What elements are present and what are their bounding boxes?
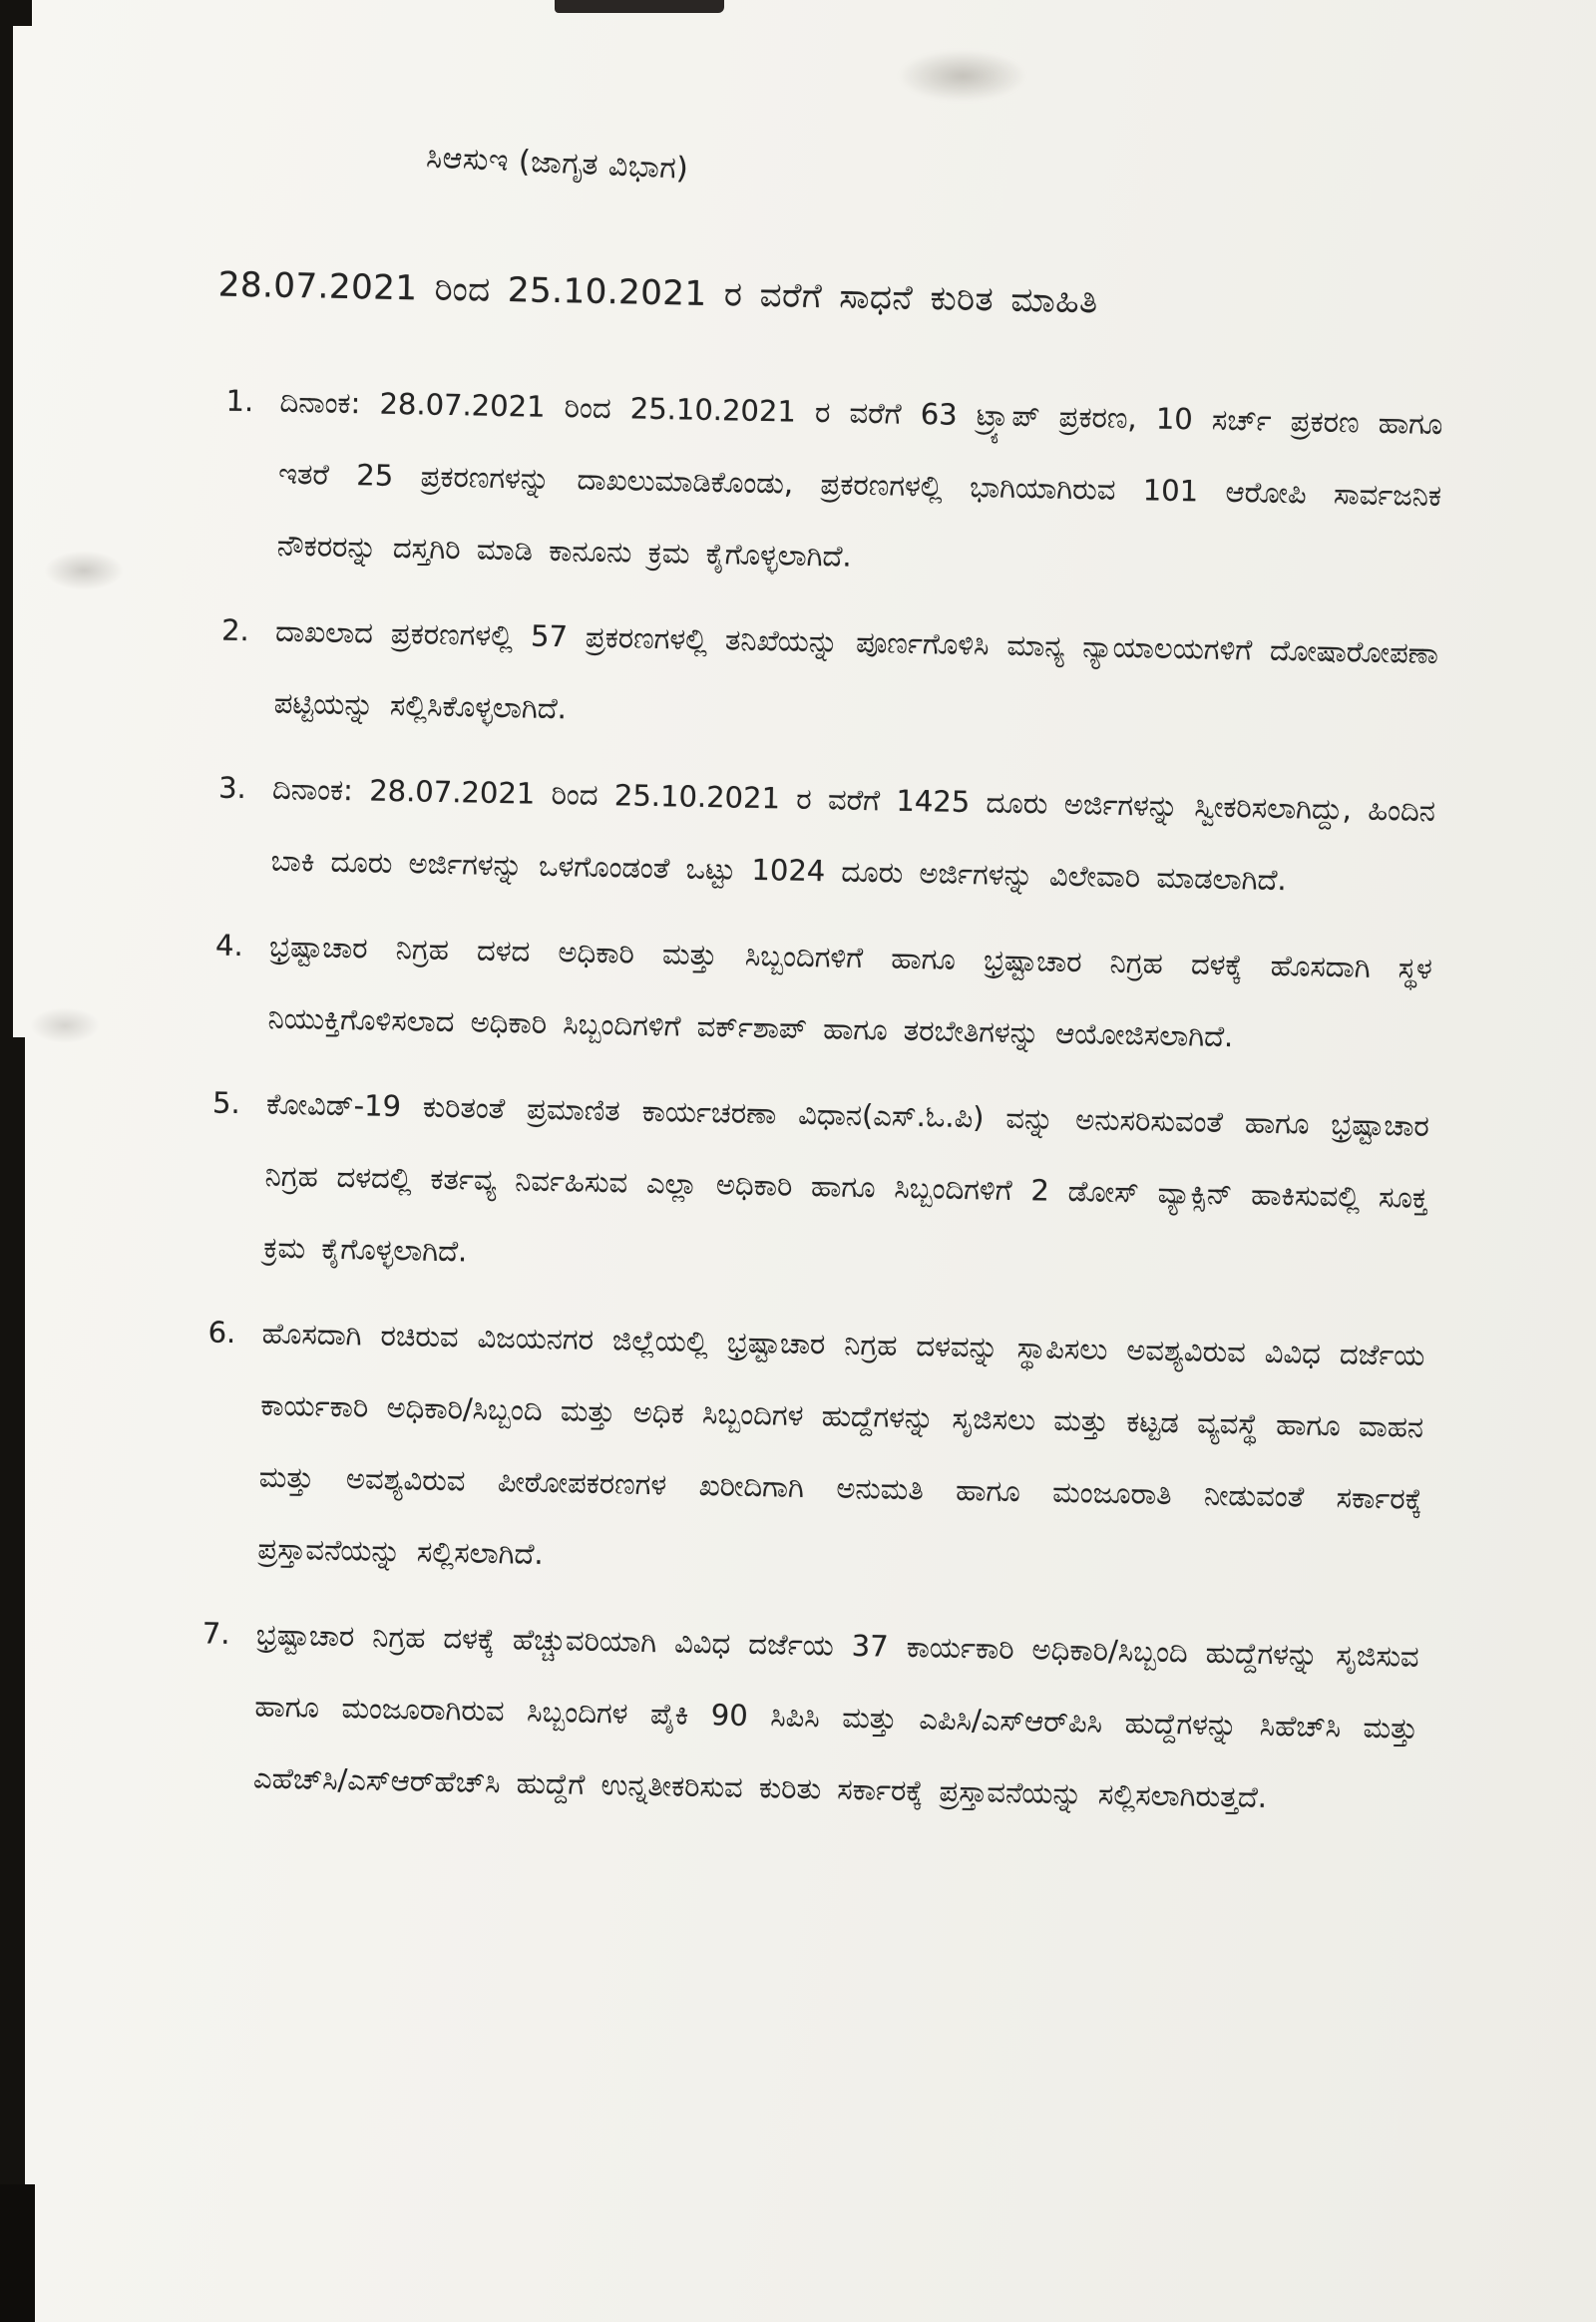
list-item [217, 753, 1436, 919]
numbered-list [0, 360, 1591, 1838]
item-number: 7. [201, 1616, 230, 1651]
list-item [211, 1068, 1430, 1306]
item-number: 4. [214, 928, 244, 964]
list-item [220, 595, 1439, 761]
item-text: ಭ್ರಷ್ಟಾಚಾರ ನಿಗ್ರಹ ದಳದ ಅಧಿಕಾರಿ ಮತ್ತು ಸಿಬ್ಬಂದಿಗಳಿಗೆ ಹಾಗೂ ಭ್ರಷ್ಟಾಚಾರ ನಿಗ್ರಹ ದಳಕ್ಕೆ ಹೊಸದಾಗಿ ಸ್ಥಳ ನಿಯುಕ್ತಿಗೊಳಿಸಲಾದ ಅಧಿಕಾರಿ ಸಿಬ್ಬಂದಿಗಳಿಗೆ ವರ್ಕ್‌ಶಾಪ್ ಹಾಗೂ ತರಬೇತಿಗಳನ್ನು ಆಯೋಜಿಸಲಾಗಿದೆ. [267, 929, 1433, 1054]
document-title: 28.07.2021 ರಿಂದ 25.10.2021 ರ ವರೆಗೆ ಸಾಧನೆ ಕುರಿತ ಮಾಹಿತಿ [217, 264, 1098, 322]
item-text: ದಿನಾಂಕ: 28.07.2021 ರಿಂದ 25.10.2021 ರ ವರೆಗೆ 63 ಟ್ರ್ಯಾಪ್ ಪ್ರಕರಣ, 10 ಸರ್ಚ್ ಪ್ರಕರಣ ಹಾಗೂ ಇತರೆ 25 ಪ್ರಕರಣಗಳನ್ನು ದಾಖಲುಮಾಡಿಕೊಂಡು, ಪ್ರಕರಣಗಳಲ್ಲಿ ಭಾಗಿಯಾಗಿರುವ 101 ಆರೋಪಿ ಸಾರ್ವಜನಿಕ ನೌಕರರನ್ನು ದಸ್ತಗಿರಿ ಮಾಡಿ ಕಾನೂನು ಕ್ರಮ ಕೈಗೊಳ್ಳಲಾಗಿದೆ. [276, 384, 1443, 574]
scan-edge-strip-bottom [0, 2184, 35, 2322]
list-item [207, 1298, 1425, 1607]
item-text: ಭ್ರಷ್ಟಾಚಾರ ನಿಗ್ರಹ ದಳಕ್ಕೆ ಹೆಚ್ಚುವರಿಯಾಗಿ ವಿವಿಧ ದರ್ಜೆಯ 37 ಕಾರ್ಯಕಾರಿ ಅಧಿಕಾರಿ/ಸಿಬ್ಬಂದಿ ಹುದ್ದೆಗಳನ್ನು ಸೃಜಿಸುವ ಹಾಗೂ ಮಂಜೂರಾಗಿರುವ ಸಿಬ್ಬಂದಿಗಳ ಪೈಕಿ 90 ಸಿಪಿಸಿ ಮತ್ತು ಎಪಿಸಿ/ಎಸ್‌ಆರ್‌ಪಿಸಿ ಹುದ್ದೆಗಳನ್ನು ಸಿಹೆಚ್‌ಸಿ ಮತ್ತು ಎಹೆಚ್‌ಸಿ/ಎಸ್‌ಆರ್‌ಹೆಚ್‌ಸಿ ಹುದ್ದೆಗೆ ಉನ್ನತೀಕರಿಸುವ ಕುರಿತು ಸರ್ಕಾರಕ್ಕೆ ಪ್ರಸ್ತಾವನೆಯನ್ನು ಸಲ್ಲಿಸಲಾಗಿರುತ್ತದೆ. [252, 1617, 1419, 1814]
item-text: ದಾಖಲಾದ ಪ್ರಕರಣಗಳಲ್ಲಿ 57 ಪ್ರಕರಣಗಳಲ್ಲಿ ತನಿಖೆಯನ್ನು ಪೂರ್ಣಗೊಳಿಸಿ ಮಾನ್ಯ ನ್ಯಾಯಾಲಯಗಳಿಗೆ ದೋಷಾರೋಪಣಾ ಪಟ್ಟಿಯನ್ನು ಸಲ್ಲಿಸಿಕೊಳ್ಳಲಾಗಿದೆ. [273, 613, 1439, 726]
item-text: ಕೋವಿಡ್-19 ಕುರಿತಂತೆ ಪ್ರಮಾಣಿತ ಕಾರ್ಯಚರಣಾ ವಿಧಾನ(ಎಸ್.ಓ.ಪಿ) ವನ್ನು ಅನುಸರಿಸುವಂತೆ ಹಾಗೂ ಭ್ರಷ್ಟಾಚಾರ ನಿಗ್ರಹ ದಳದಲ್ಲಿ ಕರ್ತವ್ಯ ನಿರ್ವಹಿಸುವ ಎಲ್ಲಾ ಅಧಿಕಾರಿ ಹಾಗೂ ಸಿಬ್ಬಂದಿಗಳಿಗೆ 2 ಡೋಸ್ ವ್ಯಾಕ್ಸಿನ್ ಹಾಕಿಸುವಲ್ಲಿ ಸೂಕ್ತ ಕ್ರಮ ಕೈಗೊಳ್ಳಲಾಗಿದೆ. [262, 1086, 1430, 1269]
item-text: ಹೊಸದಾಗಿ ರಚಿರುವ ವಿಜಯನಗರ ಜಿಲ್ಲೆಯಲ್ಲಿ ಭ್ರಷ್ಟಾಚಾರ ನಿಗ್ರಹ ದಳವನ್ನು ಸ್ಥಾಪಿಸಲು ಅವಶ್ಯವಿರುವ ವಿವಿಧ ದರ್ಜೆಯ ಕಾರ್ಯಕಾರಿ ಅಧಿಕಾರಿ/ಸಿಬ್ಬಂದಿ ಮತ್ತು ಅಧಿಕ ಸಿಬ್ಬಂದಿಗಳ ಹುದ್ದೆಗಳನ್ನು ಸೃಜಿಸಲು ಮತ್ತು ಕಟ್ಟಡ ವ್ಯವಸ್ಥೆ ಹಾಗೂ ವಾಹನ ಮತ್ತು ಅವಶ್ಯವಿರುವ ಪೀಠೋಪಕರಣಗಳ ಖರೀದಿಗಾಗಿ ಅನುಮತಿ ಹಾಗೂ ಮಂಜೂರಾತಿ ನೀಡುವಂತೆ ಸರ್ಕಾರಕ್ಕೆ ಪ್ರಸ್ತಾವನೆಯನ್ನು ಸಲ್ಲಿಸಲಾಗಿದೆ. [257, 1316, 1425, 1571]
item-number: 6. [207, 1315, 236, 1350]
list-item [201, 1598, 1419, 1835]
item-number: 5. [211, 1085, 241, 1121]
item-number: 2. [220, 612, 250, 648]
list-item [225, 366, 1443, 603]
item-number: 1. [225, 383, 254, 419]
item-number: 3. [217, 770, 247, 806]
department-heading: ಸಿಆಸುಇ (ಜಾಗೃತ ವಿಭಾಗ) [425, 140, 690, 187]
list-item [214, 911, 1433, 1076]
item-text: ದಿನಾಂಕ: 28.07.2021 ರಿಂದ 25.10.2021 ರ ವರೆಗೆ 1425 ದೂರು ಅರ್ಜಿಗಳನ್ನು ಸ್ವೀಕರಿಸಲಾಗಿದ್ದು, ಹಿಂದಿನ ಬಾಕಿ ದೂರು ಅರ್ಜಿಗಳನ್ನು ಒಳಗೊಂಡಂತೆ ಒಟ್ಟು 1024 ದೂರು ಅರ್ಜಿಗಳನ್ನು ವಿಲೇವಾರಿ ಮಾಡಲಾಗಿದೆ. [270, 771, 1436, 898]
